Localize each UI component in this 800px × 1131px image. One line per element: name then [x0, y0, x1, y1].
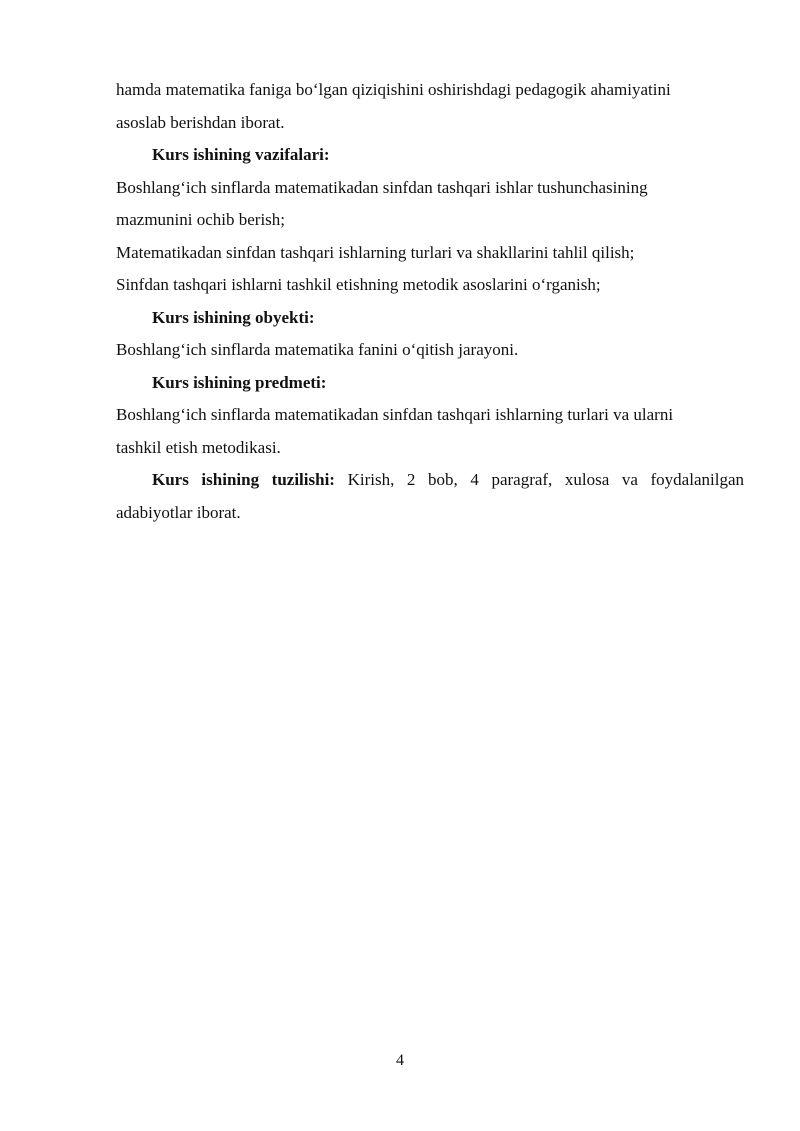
subject-line-2: tashkil etish metodikasi. — [116, 437, 281, 457]
intro-line-1: hamda matematika faniga bo‘lgan qiziqishini oshirishdagi pedagogik ahamiyatini — [116, 80, 671, 99]
tasks-heading: Kurs ishining vazifalari: — [152, 145, 330, 164]
task-1-line-2: mazmunini ochib berish; — [116, 210, 286, 229]
structure-text-1: Kirish, 2 bob, 4 paragraf, xulosa va foydalanilgan — [347, 470, 744, 489]
structure-paragraph-line-1 — [116, 464, 744, 497]
subject-heading: Kurs ishining predmeti: — [152, 372, 327, 392]
object-text: Boshlang‘ich sinflarda matematika fanini o‘qitish jarayoni. — [116, 340, 519, 359]
task-3: Sinfdan tashqari ishlarni tashkil etishning metodik asoslarini o‘rganish; — [116, 275, 601, 294]
structure-heading: Kurs ishining tuzilishi: — [152, 470, 335, 489]
subject-line-1: Boshlang‘ich sinflarda matematikadan sinfdan tashqari ishlarning turlari va ularni — [116, 405, 674, 424]
task-2: Matematikadan sinfdan tashqari ishlarning turlari va shakllarini tahlil qilish; — [116, 242, 635, 262]
body-text — [116, 74, 744, 529]
intro-line-2: asoslab berishdan iborat. — [116, 112, 285, 132]
structure-text-2: adabiyotlar iborat. — [116, 502, 241, 522]
object-heading: Kurs ishining obyekti: — [152, 307, 315, 327]
task-1-line-1: Boshlang‘ich sinflarda matematikadan sinfdan tashqari ishlar tushunchasining — [116, 177, 648, 197]
page-number: 4 — [396, 1052, 404, 1069]
